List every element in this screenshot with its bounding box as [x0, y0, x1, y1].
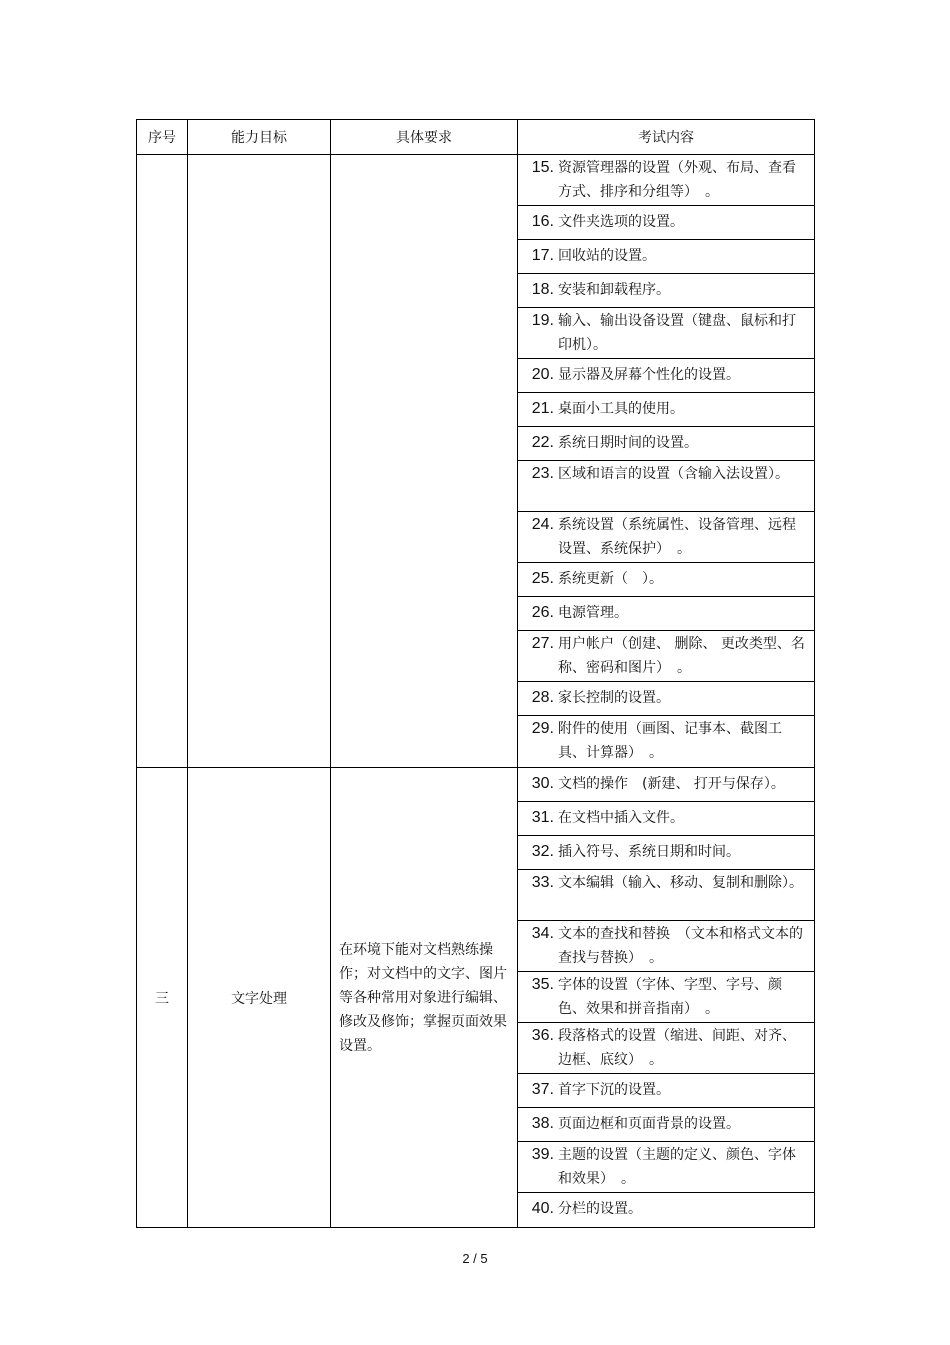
item-text: 显示器及屏幕个性化的设置。	[558, 367, 740, 383]
list-item	[518, 870, 814, 921]
group-seq	[137, 155, 188, 768]
list-item	[518, 921, 814, 972]
item-text: 用户帐户（创建、 删除、 更改类型、名称、密码和图片） 。	[558, 636, 805, 676]
item-number: 17.	[531, 247, 554, 264]
list-item	[518, 393, 814, 427]
group-seq: 三	[137, 768, 188, 1228]
item-text: 系统更新（ ）。	[558, 571, 663, 587]
header-content: 考试内容	[518, 120, 815, 155]
list-item	[518, 768, 814, 802]
content-list	[518, 768, 815, 1228]
item-number: 15.	[531, 159, 554, 176]
item-text: 字体的设置（字体、字型、字号、颜色、效果和拼音指南） 。	[558, 977, 782, 1017]
list-item	[518, 427, 814, 461]
item-text: 区域和语言的设置（含输入法设置）。	[558, 466, 789, 482]
item-text: 文本的查找和替换 （文本和格式文本的查找与替换） 。	[558, 926, 803, 966]
item-text: 首字下沉的设置。	[558, 1082, 670, 1098]
item-number: 37.	[531, 1081, 554, 1098]
list-item	[518, 1074, 814, 1108]
list-item	[518, 597, 814, 631]
item-text: 资源管理器的设置（外观、布局、查看方式、排序和分组等） 。	[558, 160, 796, 200]
item-text: 系统设置（系统属性、设备管理、远程设置、系统保护） 。	[558, 517, 796, 557]
group-row-2	[137, 768, 815, 1228]
content-list	[518, 155, 815, 768]
page-number: 2 / 5	[462, 1251, 488, 1266]
item-text: 段落格式的设置（缩进、间距、对齐、边框、底纹） 。	[558, 1028, 796, 1068]
item-number: 27.	[531, 635, 554, 652]
item-text: 插入符号、系统日期和时间。	[558, 844, 740, 860]
item-text: 附件的使用（画图、记事本、截图工具、计算器） 。	[558, 721, 782, 761]
list-item	[518, 461, 814, 512]
group-goal: 文字处理	[188, 768, 331, 1228]
list-item	[518, 274, 814, 308]
item-text: 输入、输出设备设置（键盘、鼠标和打印机）。	[558, 313, 796, 353]
item-number: 19.	[531, 312, 554, 329]
header-goal: 能力目标	[188, 120, 331, 155]
list-item	[518, 359, 814, 393]
item-number: 29.	[531, 720, 554, 737]
item-text: 系统日期时间的设置。	[558, 435, 698, 451]
item-text: 页面边框和页面背景的设置。	[558, 1116, 740, 1132]
item-text: 回收站的设置。	[558, 248, 656, 264]
item-number: 22.	[531, 434, 554, 451]
list-item	[518, 240, 814, 274]
list-item	[518, 1193, 814, 1227]
list-item	[518, 206, 814, 240]
item-number: 18.	[531, 281, 554, 298]
list-item	[518, 802, 814, 836]
item-text: 在文档中插入文件。	[558, 810, 684, 826]
item-number: 23.	[531, 465, 554, 482]
list-item	[518, 631, 814, 682]
item-number: 38.	[531, 1115, 554, 1132]
item-number: 36.	[531, 1027, 554, 1044]
item-number: 33.	[531, 874, 554, 891]
list-item	[518, 836, 814, 870]
item-number: 24.	[531, 516, 554, 533]
item-text: 家长控制的设置。	[558, 690, 670, 706]
group-requirement: 在环境下能对文档熟练操作；对文档中的文字、图片等各种常用对象进行编辑、修改及修饰；掌握页面效果设置。	[331, 768, 518, 1228]
list-item	[518, 563, 814, 597]
list-item	[518, 308, 814, 359]
item-text: 电源管理。	[558, 605, 628, 621]
list-item	[518, 512, 814, 563]
group-requirement	[331, 155, 518, 768]
list-item	[518, 1108, 814, 1142]
exam-table	[136, 119, 815, 1228]
item-text: 文本编辑（输入、移动、复制和删除）。	[558, 875, 803, 891]
group-goal	[188, 155, 331, 768]
item-number: 28.	[531, 689, 554, 706]
item-text: 主题的设置（主题的定义、颜色、字体和效果） 。	[558, 1147, 796, 1187]
item-text: 安装和卸载程序。	[558, 282, 670, 298]
item-text: 文档的操作 (新建、 打开与保存）。	[558, 776, 785, 792]
item-text: 桌面小工具的使用。	[558, 401, 684, 417]
item-number: 40.	[531, 1200, 554, 1217]
item-number: 30.	[531, 775, 554, 792]
list-item	[518, 972, 814, 1023]
item-number: 26.	[531, 604, 554, 621]
header-requirement: 具体要求	[331, 120, 518, 155]
list-item	[518, 1023, 814, 1074]
group-row-1	[137, 155, 815, 768]
header-row	[137, 120, 815, 155]
list-item	[518, 716, 814, 767]
item-number: 25.	[531, 570, 554, 587]
item-number: 21.	[531, 400, 554, 417]
item-number: 35.	[531, 976, 554, 993]
item-number: 39.	[531, 1146, 554, 1163]
item-number: 34.	[531, 925, 554, 942]
item-number: 16.	[531, 213, 554, 230]
item-number: 32.	[531, 843, 554, 860]
item-number: 31.	[531, 809, 554, 826]
item-text: 文件夹选项的设置。	[558, 214, 684, 230]
list-item	[518, 1142, 814, 1193]
list-item	[518, 155, 814, 206]
item-number: 20.	[531, 366, 554, 383]
header-seq: 序号	[137, 120, 188, 155]
list-item	[518, 682, 814, 716]
item-text: 分栏的设置。	[558, 1201, 642, 1217]
